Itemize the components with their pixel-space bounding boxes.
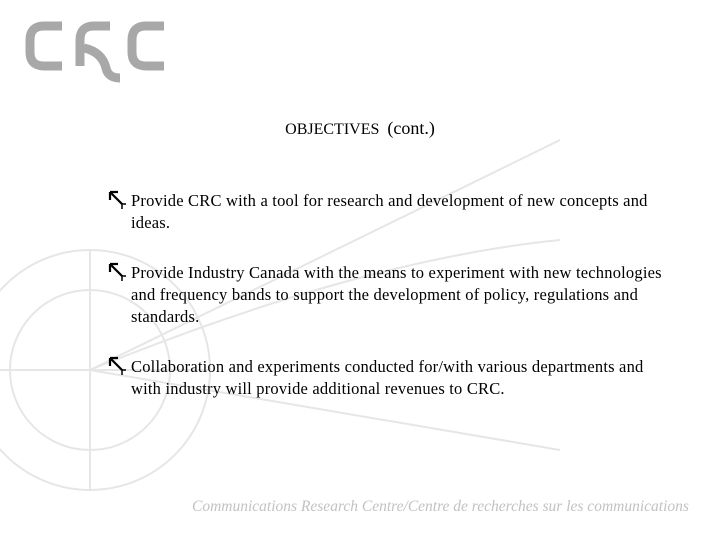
arrow-up-left-icon [108,356,126,376]
bullet-item [108,262,668,328]
bullet-item [108,190,668,234]
footer-organization-name: Communications Research Centre/Centre de recherches sur les communications [192,498,689,515]
bullet-text: Provide CRC with a tool for research and development of new concepts and ideas. [131,191,648,232]
crc-logo [22,18,170,84]
title-main: OBJECTIVES [285,121,380,138]
title-suffix: (cont.) [387,118,435,138]
arrow-up-left-icon [108,190,126,210]
slide-title [0,118,720,139]
bullet-text: Provide Industry Canada with the means to experiment with new technologies and frequency bands to support the development of policy, regulations and standards. [131,263,662,326]
bullet-item [108,356,668,400]
arrow-up-left-icon [108,262,126,282]
background-watermark [0,120,560,540]
bullet-text: Collaboration and experiments conducted for/with various departments and with industry will provide additional revenues to CRC. [131,357,644,398]
